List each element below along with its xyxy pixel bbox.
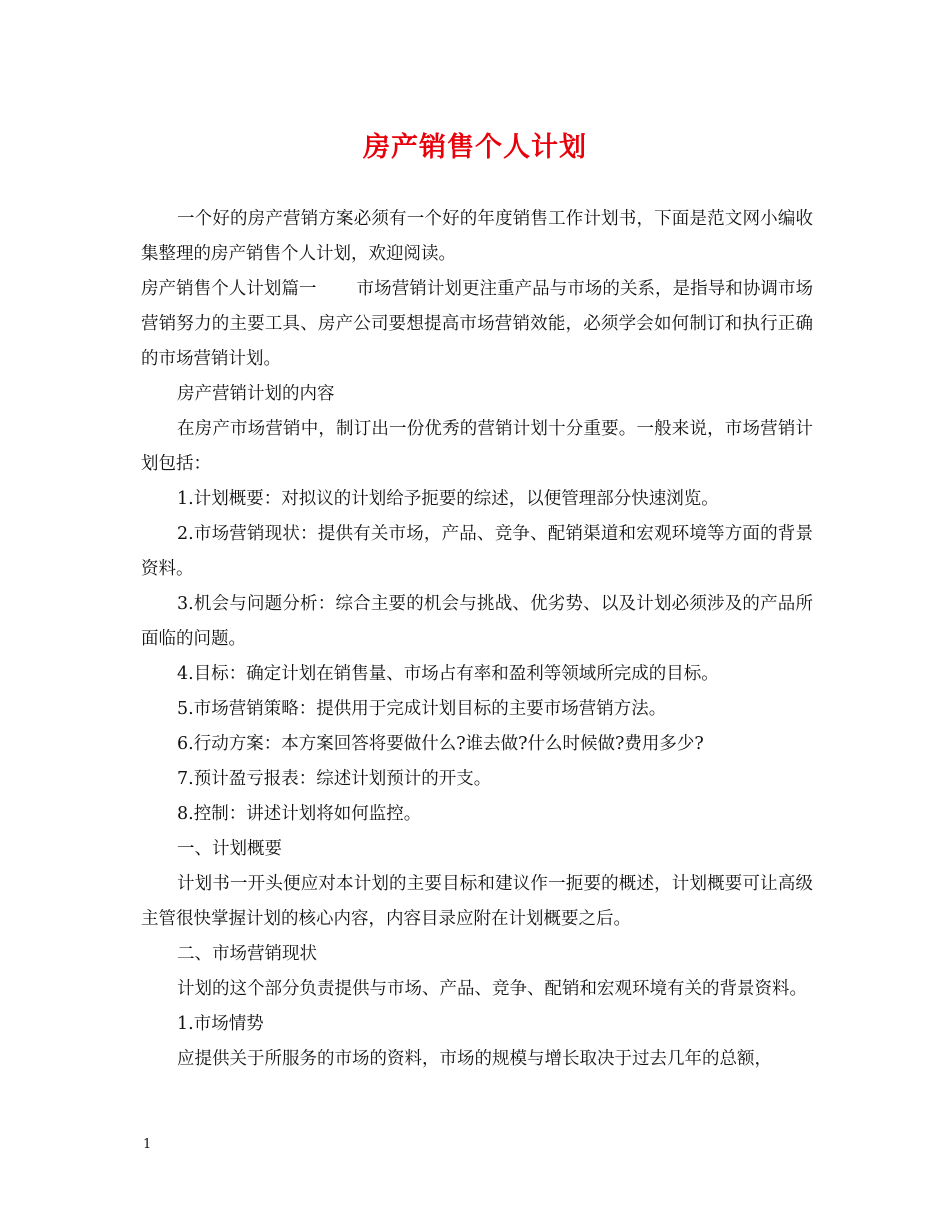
page-number: 1 xyxy=(143,1137,152,1152)
part2-paragraph: 计划的这个部分负责提供与市场、产品、竞争、配销和宏观环境有关的背景资料。 xyxy=(177,979,807,999)
part1-heading: 一、计划概要 xyxy=(177,839,282,859)
section1-paragraph xyxy=(141,272,813,377)
intro-paragraph: 一个好的房产营销方案必须有一个好的年度销售工作计划书，下面是范文网小编收集整理的房产销售个人计划，欢迎阅读。 xyxy=(141,209,813,264)
section1-text: 市场营销计划更注重产品与市场的关系，是指导和协调市场营销努力的主要工具、房产公司要想提高市场营销效能，必须学会如何制订和执行正确的市场营销计划。 xyxy=(141,279,814,369)
list-item: 3.机会与问题分析：综合主要的机会与挑战、优劣势、以及计划必须涉及的产品所面临的问题。 xyxy=(141,594,813,649)
list-item: 8.控制：讲述计划将如何监控。 xyxy=(177,804,422,824)
sub1-heading: 1.市场情势 xyxy=(177,1014,264,1034)
list-item: 7.预计盈亏报表：综述计划预计的开支。 xyxy=(177,769,492,789)
content-intro-paragraph: 在房产市场营销中，制订出一份优秀的营销计划十分重要。一般来说，市场营销计划包括： xyxy=(141,419,813,474)
list-item: 4.目标：确定计划在销售量、市场占有率和盈利等领域所完成的目标。 xyxy=(177,664,719,684)
part1-paragraph: 计划书一开头便应对本计划的主要目标和建议作一扼要的概述，计划概要可让高级主管很快掌握计划的核心内容，内容目录应附在计划概要之后。 xyxy=(141,874,813,929)
list-item: 1.计划概要：对拟议的计划给予扼要的综述，以便管理部分快速浏览。 xyxy=(177,489,719,509)
sub1-paragraph: 应提供关于所服务的市场的资料，市场的规模与增长取决于过去几年的总额， xyxy=(177,1049,772,1069)
document-body xyxy=(141,202,813,1077)
list-item: 6.行动方案：本方案回答将要做什么?谁去做?什么时候做?费用多少? xyxy=(177,734,704,754)
section1-label: 房产销售个人计划篇一 xyxy=(141,279,317,299)
list-item: 2.市场营销现状：提供有关市场，产品、竞争、配销渠道和宏观环境等方面的背景资料。 xyxy=(141,524,813,579)
document-title: 房产销售个人计划 xyxy=(363,132,587,163)
part2-heading: 二、市场营销现状 xyxy=(177,944,317,964)
list-item: 5.市场营销策略：提供用于完成计划目标的主要市场营销方法。 xyxy=(177,699,667,719)
content-heading: 房产营销计划的内容 xyxy=(177,384,335,404)
